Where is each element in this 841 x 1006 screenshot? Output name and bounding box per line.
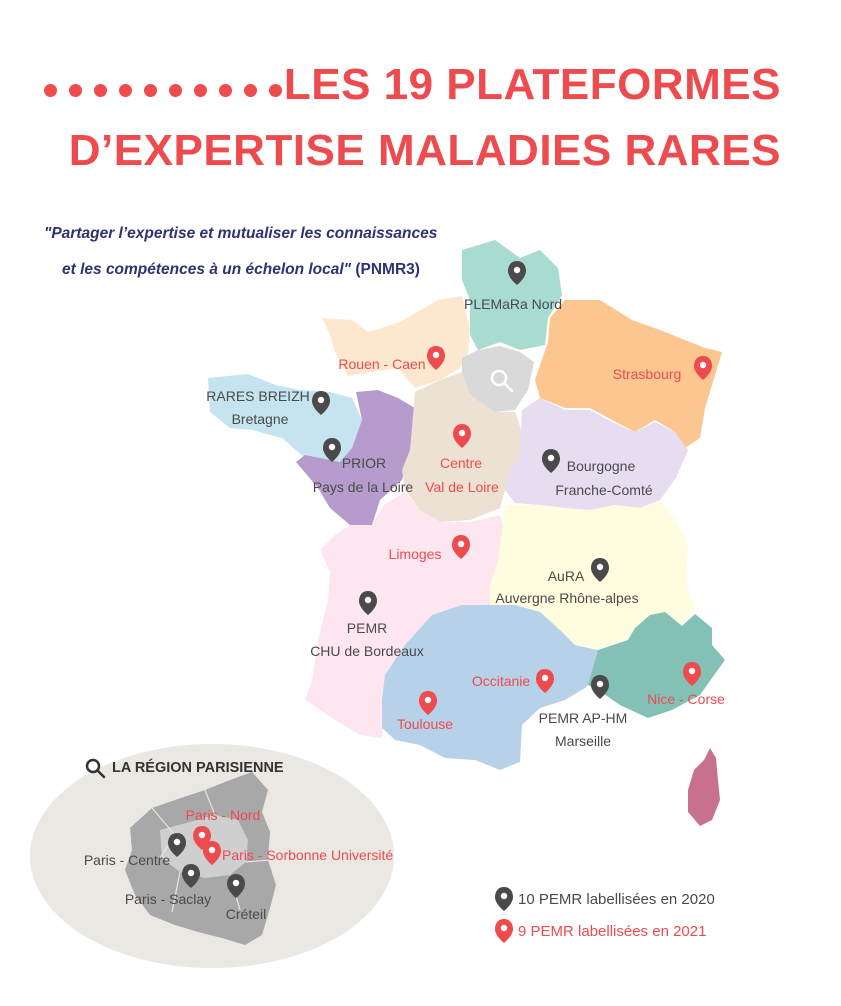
pin-rares-breizh bbox=[312, 391, 330, 415]
label-paris-centre: Paris - Centre bbox=[83, 852, 171, 868]
search-icon bbox=[87, 760, 104, 777]
label-marseille: Marseille bbox=[554, 733, 612, 749]
label-pemr-bordeaux: PEMR bbox=[346, 620, 388, 636]
label-pemr-ap-hm: PEMR AP-HM bbox=[538, 710, 628, 726]
legend-pin-2020 bbox=[495, 887, 513, 911]
pin-bordeaux bbox=[359, 591, 377, 615]
label-toulouse: Toulouse bbox=[396, 716, 454, 732]
pin-rouen-caen bbox=[427, 346, 445, 370]
quote-line1: "Partager l’expertise et mutualiser les connaissances bbox=[44, 225, 438, 242]
pin-centre bbox=[453, 424, 471, 448]
pin-occitanie bbox=[536, 669, 554, 693]
pin-paris-saclay bbox=[182, 864, 200, 888]
label-bretagne: Bretagne bbox=[231, 411, 289, 427]
pin-bourgogne bbox=[542, 449, 560, 473]
label-prior: PRIOR bbox=[341, 455, 387, 471]
label-plemara-nord: PLEMaRa Nord bbox=[463, 296, 563, 312]
quote-source: (PNMR3) bbox=[351, 261, 420, 278]
label-rouen-caen: Rouen - Caen bbox=[338, 356, 426, 372]
label-bourgogne: Bourgogne bbox=[566, 458, 636, 474]
label-chu-bordeaux: CHU de Bordeaux bbox=[310, 643, 424, 659]
label-auvergne-rhone-alpes: Auvergne Rhône-alpes bbox=[495, 590, 639, 606]
pin-toulouse bbox=[419, 691, 437, 715]
pin-prior bbox=[323, 438, 341, 462]
pin-limoges bbox=[452, 535, 470, 559]
label-occitanie: Occitanie bbox=[471, 673, 531, 689]
label-centre: Centre bbox=[439, 455, 483, 471]
label-paris-nord: Paris - Nord bbox=[185, 807, 261, 823]
pin-marseille bbox=[591, 675, 609, 699]
label-aura: AuRA bbox=[547, 568, 585, 584]
legend-pin-2021 bbox=[495, 919, 513, 943]
page-title-line1: LES 19 PLATEFORMES bbox=[283, 60, 781, 109]
label-strasbourg: Strasbourg bbox=[612, 366, 682, 382]
label-paris-sorbonne: Paris - Sorbonne Université bbox=[222, 847, 394, 863]
pin-creteil bbox=[227, 874, 245, 898]
legend-2021: 9 PEMR labellisées en 2021 bbox=[518, 923, 707, 940]
paris-region-title: LA RÉGION PARISIENNE bbox=[112, 760, 284, 776]
label-rares-breizh: RARES BREIZH bbox=[206, 388, 310, 404]
pin-paris-sorbonne bbox=[203, 841, 221, 865]
label-nice-corse: Nice - Corse bbox=[647, 691, 725, 707]
pin-aura bbox=[591, 558, 609, 582]
pin-paris-centre bbox=[168, 833, 186, 857]
legend-2020: 10 PEMR labellisées en 2020 bbox=[518, 891, 715, 908]
pin-strasbourg bbox=[694, 356, 712, 380]
label-val-de-loire: Val de Loire bbox=[425, 479, 499, 495]
label-limoges: Limoges bbox=[388, 546, 442, 562]
label-paris-saclay: Paris - Saclay bbox=[124, 891, 212, 907]
page-title-line2: D’EXPERTISE MALADIES RARES bbox=[68, 126, 781, 175]
pin-plemara-nord bbox=[508, 261, 526, 285]
label-creteil: Créteil bbox=[225, 906, 267, 922]
label-franche-comte: Franche-Comté bbox=[555, 482, 653, 498]
pin-nice bbox=[683, 662, 701, 686]
label-pays-de-la-loire: Pays de la Loire bbox=[312, 479, 414, 495]
quote-line2: et les compétences à un échelon local" bbox=[62, 261, 352, 278]
